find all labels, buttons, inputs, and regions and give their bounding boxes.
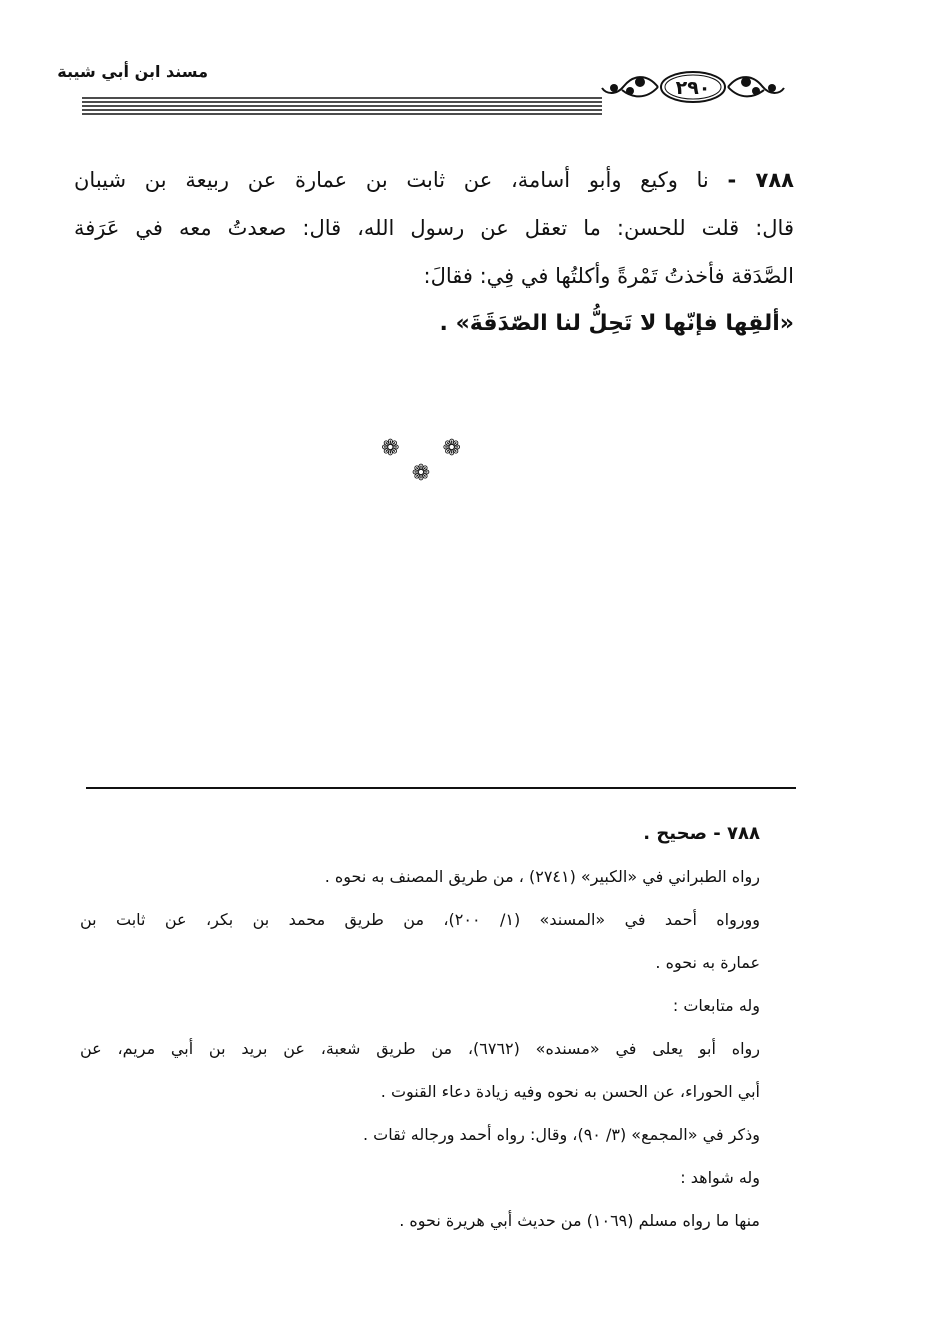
footnote-line: وله متابعات : [672,996,760,1015]
footnote-line: رواه الطبراني في «الكبير» (٢٧٤١) ، من طريق المصنف به نحوه . [324,867,760,886]
footnote-line: أبي الحوراء، عن الحسن به نحوه وفيه زيادة دعاء القنوت . [380,1082,760,1101]
prophet-saying: «ألقِها فإنّها لا تَحِلُّ لنا الصّدَقَةَ» . [439,311,794,336]
hadith-line [74,156,794,204]
footnote-line: وذكر في «المجمع» (٣/ ٩٠)، وقال: رواه أحمد ورجاله ثقات . [363,1125,760,1144]
running-header-title: مسند ابن أبي شيبة [57,62,208,81]
page-number: ٢٩٠ [675,77,711,99]
footnote-line: عمارة به نحوه . [655,953,760,972]
hadith-line: قال: قلت للحسن: ما تعقل عن رسول الله، قال: صعدتُ معه في عَرَفة [74,216,794,240]
hadith-text [74,156,794,348]
footnote-line: وله شواهد : [680,1168,760,1187]
hadith-chain: نا وكيع وأبو أسامة، عن ثابت بن عمارة عن ربيعة بن شيبان [74,168,709,192]
hadith-number: ٧٨٨ - [727,168,794,192]
footnote-line: منها ما رواه مسلم (١٠٦٩) من حديث أبي هريرة نحوه . [399,1211,760,1230]
header-rule [82,95,602,117]
footnotes [80,812,760,1242]
section-separator-flowers: ❁ ❁ ❁ [381,436,479,486]
hadith-line: الصَّدَقة فأخذتُ تَمْرةً وأكلتُها في فِي: فقالَ: [423,264,794,288]
footnote-rule [86,787,796,789]
footnote-grade: ٧٨٨ - صحيح . [643,823,760,844]
footnote-line: رواه أبو يعلى في «مسنده» (٦٧٦٢)، من طريق شعبة، عن بريد بن أبي مريم، عن [80,1039,760,1058]
footnote-line: وورواه أحمد في «المسند» (١/ ٢٠٠)، من طريق محمد بن بكر، عن ثابت بن [80,910,760,929]
